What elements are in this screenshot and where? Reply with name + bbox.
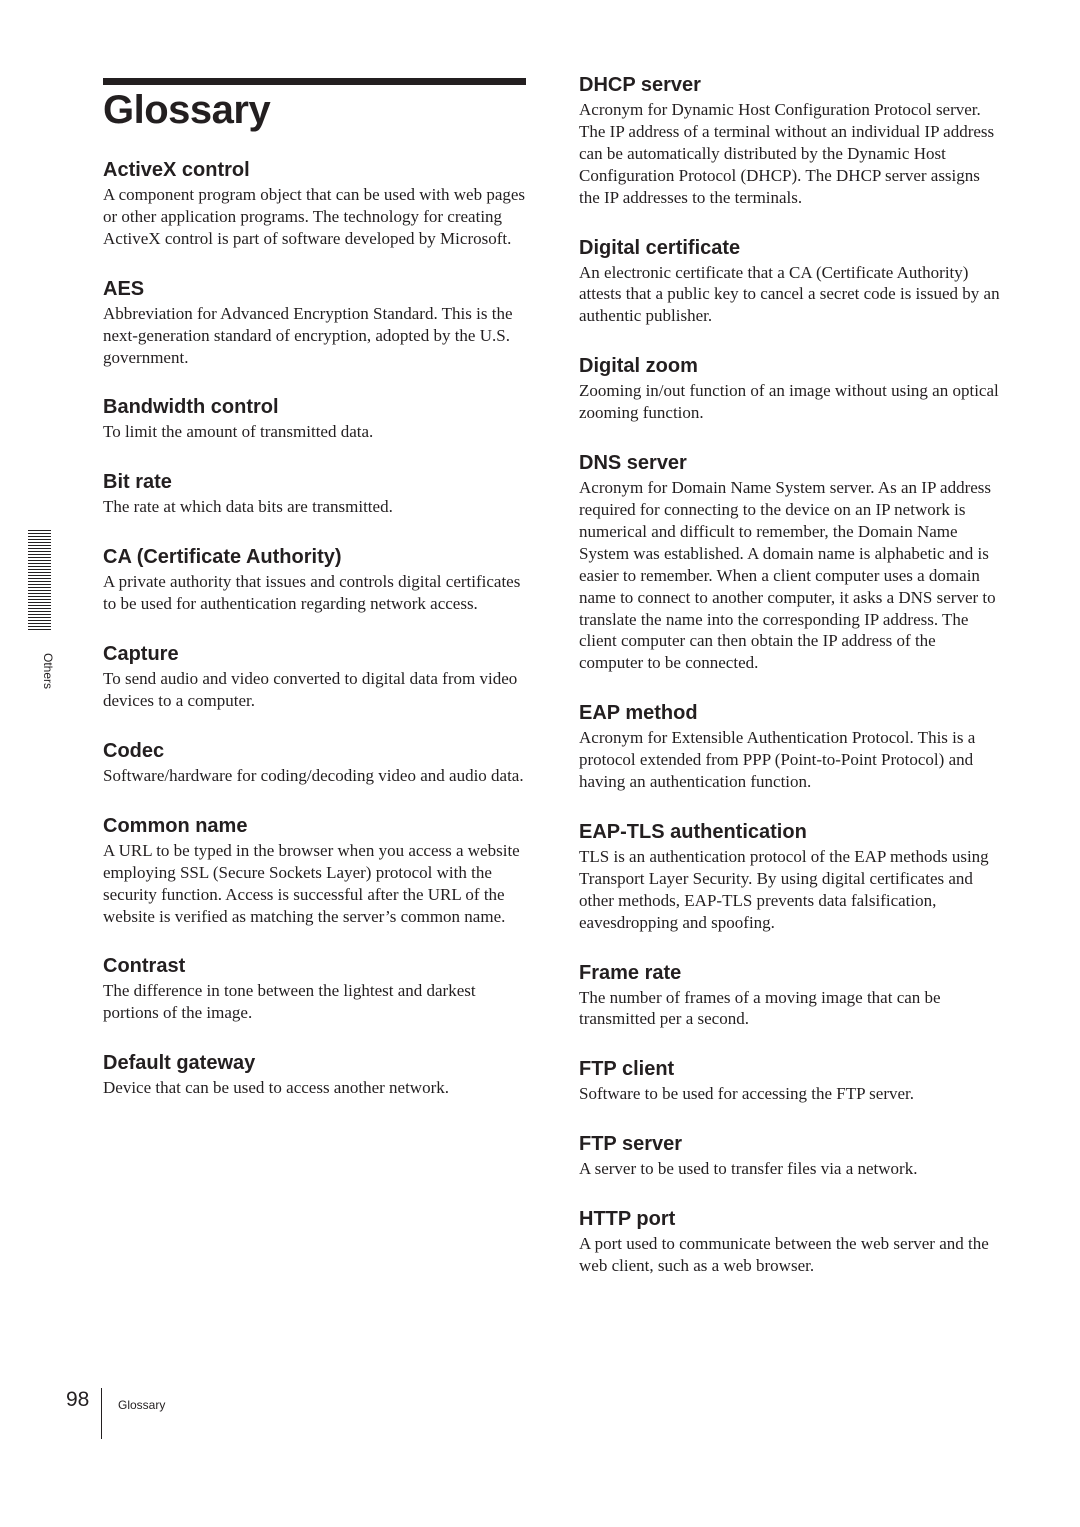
side-tab-label: Others [41,652,56,690]
glossary-entry-digital-certificate [579,234,1004,328]
glossary-term: Codec [103,739,165,762]
glossary-term: Common name [103,814,248,837]
glossary-term: Digital certificate [579,236,741,259]
title-rule [103,78,526,85]
glossary-entry-digital-zoom [579,352,1004,424]
glossary-entry-codec [103,737,528,787]
page-title: Glossary [103,88,271,132]
left-column [103,156,528,1099]
glossary-term: Frame rate [579,961,682,984]
glossary-definition: The difference in tone between the lightest and darkest portions of the image. [103,981,476,1023]
glossary-term: AES [103,277,145,300]
glossary-definition: TLS is an authentication protocol of the EAP methods using Transport Layer Security. By using digital certificates and other methods, EAP-TLS prevents data falsification, eavesdropping and spoofing. [579,846,989,932]
glossary-entry-ftp-client [579,1055,1004,1105]
glossary-definition: Acronym for Extensible Authentication Protocol. This is a protocol extended from PPP (Point-to-Point Protocol) and having an authentication function. [579,728,976,792]
glossary-entry-ftp-server [579,1130,1004,1180]
glossary-entry-common-name [103,812,528,928]
glossary-term: Capture [103,643,179,666]
footer-section-label: Glossary [118,1398,166,1412]
glossary-definition: To send audio and video converted to digital data from video devices to a computer. [103,669,518,710]
glossary-entry-aes [103,275,528,369]
glossary-term: EAP method [579,702,698,725]
side-tab-marker [28,530,51,632]
page-number: 98 [66,1388,90,1411]
glossary-entry-bandwidth-control [103,393,528,443]
glossary-entry-capture [103,640,528,712]
glossary-entry-default-gateway [103,1049,528,1099]
right-column [579,71,1004,1277]
glossary-term: Default gateway [103,1052,256,1075]
glossary-entry-eap-tls-authentication [579,818,1004,934]
glossary-definition: A private authority that issues and controls digital certificates to be used for authentication regarding network access. [103,572,521,614]
glossary-entry-dhcp-server [579,71,1004,209]
glossary-definition: An electronic certificate that a CA (Certificate Authority) attests that a public key to cancel a secret code is issued by an authentic publisher. [579,262,1000,326]
glossary-entry-activex-control [103,156,528,250]
glossary-term: CA (Certificate Authority) [103,546,342,569]
glossary-term: EAP-TLS authentication [579,820,807,843]
glossary-definition: Abbreviation for Advanced Encryption Standard. This is the next-generation standard of encryption, adopted by the U.S. government. [103,303,513,367]
glossary-term: FTP client [579,1058,675,1081]
glossary-entry-http-port [579,1205,1004,1277]
glossary-definition: A component program object that can be used with web pages or other application programs. The technology for creating ActiveX control is part of software developed by Microsoft. [103,185,526,248]
glossary-term: DHCP server [579,74,701,96]
glossary-definition: To limit the amount of transmitted data. [103,422,374,442]
glossary-term: FTP server [579,1133,683,1156]
glossary-term: Contrast [103,955,186,978]
glossary-term: ActiveX control [103,159,250,181]
footer-divider [101,1388,102,1439]
glossary-term: Digital zoom [579,355,698,378]
glossary-entry-contrast [103,952,528,1024]
glossary-definition: A port used to communicate between the web server and the web client, such as a web browser. [579,1234,989,1276]
glossary-definition: A server to be used to transfer files via a network. [579,1159,918,1179]
glossary-definition: Device that can be used to access another network. [103,1078,449,1098]
glossary-entry-bit-rate [103,468,528,518]
glossary-term: HTTP port [579,1208,676,1231]
glossary-definition: The rate at which data bits are transmitted. [103,497,393,517]
glossary-term: DNS server [579,452,687,475]
glossary-definition: Acronym for Dynamic Host Configuration Protocol server. The IP address of a terminal without an individual IP address can be automatically distributed by the Dynamic Host Configuration Protocol (DHCP). The DHCP server assigns the IP addresses to the terminals. [579,100,995,207]
glossary-definition: Acronym for Domain Name System server. As an IP address required for connecting to the device on an IP network is numerical and difficult to remember, the Domain Name System was established. A domain name is alphabetic and is easier to remember. When a client computer uses a domain name to connect to another computer, it asks a DNS server to translate the name into the corresponding IP address. The client computer can then obtain the IP address of the computer to be connected. [579,478,996,673]
glossary-entry-ca-certificate-authority [103,543,528,615]
glossary-definition: Zooming in/out function of an image without using an optical zooming function. [579,381,999,423]
glossary-definition: Software/hardware for coding/decoding video and audio data. [103,765,524,785]
glossary-entry-frame-rate [579,959,1004,1031]
glossary-definition: The number of frames of a moving image that can be transmitted per a second. [579,987,941,1029]
glossary-definition: A URL to be typed in the browser when you access a website employing SSL (Secure Sockets Layer) protocol with the security function. Access is successful after the URL of the website is verified as matching the server’s common name. [103,840,520,926]
glossary-term: Bandwidth control [103,396,279,419]
glossary-entry-dns-server [579,449,1004,674]
glossary-term: Bit rate [103,471,172,494]
glossary-entry-eap-method [579,699,1004,793]
glossary-definition: Software to be used for accessing the FTP server. [579,1084,915,1104]
